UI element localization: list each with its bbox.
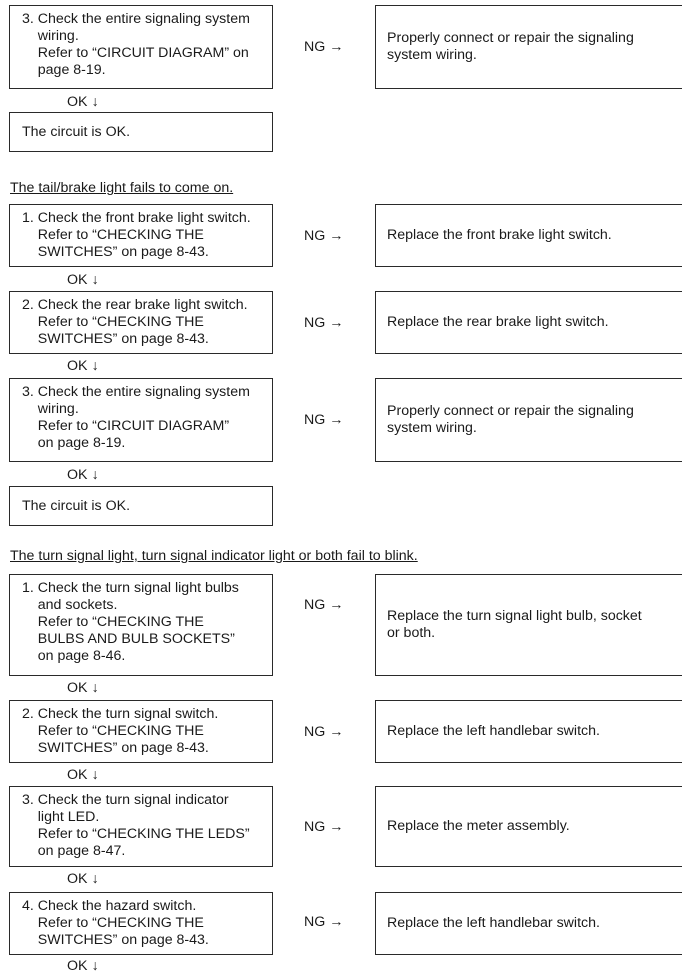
step-line: 2. Check the rear brake light switch. [22, 297, 248, 313]
step-line: wiring. [22, 401, 79, 417]
result-box-s2-1 [375, 204, 682, 267]
result-box-s3-3 [375, 786, 682, 867]
step-line: Refer to “CHECKING THE LEDS” [22, 826, 250, 842]
ok-arrow: OK ↓ [67, 871, 99, 887]
step-line: Refer to “CIRCUIT DIAGRAM” [22, 418, 230, 434]
result-box-s3-1 [375, 574, 682, 676]
step-box-s3-1 [9, 574, 273, 676]
result-text: Replace the front brake light switch. [387, 227, 612, 243]
result-text: Replace the left handlebar switch. [387, 723, 600, 739]
ok-arrow: OK ↓ [67, 272, 99, 288]
step-line: 2. Check the turn signal switch. [22, 706, 219, 722]
result-text: Replace the turn signal light bulb, socket or both. [387, 608, 642, 641]
step-line: Refer to “CIRCUIT DIAGRAM” on [22, 45, 249, 61]
ok-arrow: OK ↓ [67, 94, 99, 110]
step-line: on page 8-46. [22, 648, 126, 664]
step-box-s2-2 [9, 291, 273, 354]
step-line: wiring. [22, 28, 79, 44]
step-line: 3. Check the turn signal indicator [22, 792, 229, 808]
step-line: BULBS AND BULB SOCKETS” [22, 631, 235, 647]
ng-arrow: NG → [304, 39, 344, 55]
ok-arrow: OK ↓ [67, 358, 99, 374]
step-box-s3-2 [9, 700, 273, 763]
result-box-s1-3 [375, 5, 682, 89]
circuit-ok-text: The circuit is OK. [22, 123, 131, 140]
ng-arrow: NG → [304, 597, 344, 613]
step-box-s3-3 [9, 786, 273, 867]
ok-arrow: OK ↓ [67, 958, 99, 974]
ng-arrow: NG → [304, 914, 344, 930]
step-line: Refer to “CHECKING THE [22, 723, 204, 739]
step-line: 3. Check the entire signaling system [22, 384, 250, 400]
step-line: SWITCHES” on page 8-43. [22, 740, 209, 756]
circuit-ok-text: The circuit is OK. [22, 497, 131, 514]
result-box-s2-3 [375, 378, 682, 462]
step-line: Refer to “CHECKING THE [22, 314, 204, 330]
step-box-s3-4 [9, 892, 273, 955]
ng-arrow: NG → [304, 724, 344, 740]
step-line: on page 8-19. [22, 435, 126, 451]
step-line: Refer to “CHECKING THE [22, 915, 204, 931]
ok-arrow: OK ↓ [67, 680, 99, 696]
result-box-s3-4 [375, 892, 682, 955]
ng-arrow: NG → [304, 412, 344, 428]
step-line: light LED. [22, 809, 100, 825]
result-box-s2-2 [375, 291, 682, 354]
step-line: SWITCHES” on page 8-43. [22, 331, 209, 347]
step-line: 4. Check the hazard switch. [22, 898, 197, 914]
circuit-ok-box [9, 486, 273, 526]
section-heading-tail-brake: The tail/brake light fails to come on. [10, 180, 234, 196]
result-text: Properly connect or repair the signaling system wiring. [387, 403, 634, 436]
step-box-s2-3 [9, 378, 273, 462]
ok-arrow: OK ↓ [67, 767, 99, 783]
step-box-s1-3 [9, 5, 273, 89]
step-line: SWITCHES” on page 8-43. [22, 932, 209, 948]
ng-arrow: NG → [304, 819, 344, 835]
step-line: SWITCHES” on page 8-43. [22, 244, 209, 260]
result-text: Replace the left handlebar switch. [387, 915, 600, 931]
result-text: Replace the rear brake light switch. [387, 314, 609, 330]
step-line: Refer to “CHECKING THE [22, 227, 204, 243]
section-heading-turn-signal: The turn signal light, turn signal indicator light or both fail to blink. [10, 548, 418, 564]
step-line: 3. Check the entire signaling system [22, 11, 250, 27]
ng-arrow: NG → [304, 228, 344, 244]
circuit-ok-box [9, 112, 273, 152]
step-line: 1. Check the turn signal light bulbs [22, 580, 239, 596]
step-line: 1. Check the front brake light switch. [22, 210, 251, 226]
step-line: page 8-19. [22, 62, 106, 78]
step-line: and sockets. [22, 597, 118, 613]
result-text: Replace the meter assembly. [387, 818, 570, 834]
step-line: on page 8-47. [22, 843, 126, 859]
step-line: Refer to “CHECKING THE [22, 614, 204, 630]
ok-arrow: OK ↓ [67, 467, 99, 483]
result-box-s3-2 [375, 700, 682, 763]
result-text: Properly connect or repair the signaling system wiring. [387, 30, 634, 63]
ng-arrow: NG → [304, 315, 344, 331]
step-box-s2-1 [9, 204, 273, 267]
